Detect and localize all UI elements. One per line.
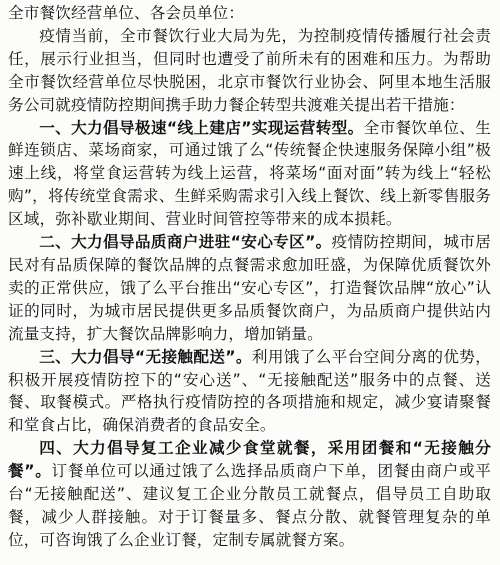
salutation: 全市餐饮经营单位、各会员单位： — [8, 4, 245, 22]
measure-2-text: 疫情防控期间，城市居民对有品质保障的餐饮品牌的点餐需求愈加旺盛，为保障优质餐饮外卖的正常供应，饿了么平台推出“安心专区”，打造餐饮品牌“放心”认证的同时，为城市居民提供更多品质餐饮商户，为品质商户提供站内流量支持，扩大餐饮品牌影响力，增加销量。 — [8, 233, 491, 343]
measure-3-paragraph — [8, 346, 491, 438]
measure-2-heading: 二、大力倡导品质商户进驻“安心专区”。 — [39, 233, 332, 252]
intro-text: 疫情当前，全市餐饮行业大局为先，为控制疫情传播履行社会责任，展示行业担当，但同时也遭受了前所未有的困难和压力。为帮助全市餐饮经营单位尽快脱困，北京市餐饮行业协会、阿里本地生活服务公司就疫情防控期间携手助力餐企转型共渡难关提出若干措施： — [8, 26, 491, 114]
measure-1-text: 全市餐饮单位、生鲜连锁店、菜场商家，可通过饿了么“传统餐企快速服务保障小组”极速上线，将堂食运营转为线上运营，将菜场“面对面”转为线上“轻松购”，将传统堂食需求、生鲜采购需求引入线上餐饮、线上新零售服务区域，弥补歇业期间、营业时间管控等带来的成本损耗。 — [8, 118, 491, 229]
measure-1-heading: 一、大力倡导极速“线上建店”实现运营转型。 — [39, 118, 364, 137]
measure-4-heading: 四、大力倡导复工企业减少食堂就餐，采用团餐和“无接触分餐”。 — [8, 439, 491, 481]
measure-4-text: 订餐单位可以通过饿了么选择品质商户下单，团餐由商户或平台“无接触配送”、建议复工企业分散员工就餐点，倡导员工自助取餐，减少人群接触。对于订餐量多、餐点分散、就餐管理复杂的单位，可咨询饿了么企业订餐，定制专属就餐方案。 — [8, 462, 491, 549]
measure-4-paragraph — [8, 437, 491, 552]
intro-paragraph — [8, 25, 491, 117]
measure-3-heading: 三、大力倡导“无接触配送”。 — [39, 347, 252, 366]
measure-1-paragraph — [8, 117, 491, 232]
measure-3-text: 利用饿了么平台空间分离的优势，积极开展疫情防控下的“安心送”、“无接触配送”服务中的点餐、送餐、取餐模式。严格执行疫情防控的各项措施和规定，减少宴请聚餐和堂食占比，确保消费者的食品安全。 — [8, 347, 491, 435]
measure-2-paragraph — [8, 231, 491, 346]
